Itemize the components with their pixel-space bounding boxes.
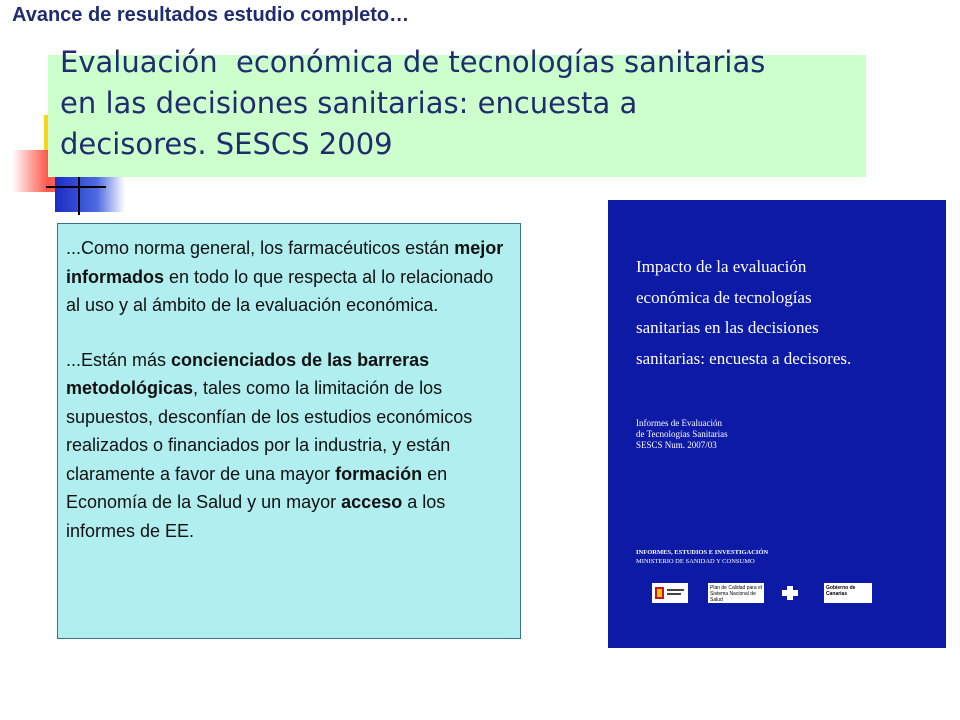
cover-series-line: Informes de Evaluación (636, 418, 722, 428)
p2-text-3: en Economía de la Salud y un mayor (66, 463, 448, 512)
p2-text-1: ...Están más (66, 349, 172, 370)
decor-horizontal-line (46, 186, 106, 188)
p1-bold-1: mejor informados (66, 238, 504, 287)
p2-text-4: a los informes de EE. (66, 492, 446, 541)
p2-bold-3: acceso (341, 492, 403, 512)
title-line-3: decisores. SESCS 2009 (60, 127, 393, 161)
health-cross-icon (780, 585, 800, 601)
slide-title (60, 42, 860, 165)
gobierno-logo-text: Gobierno de Canarias (826, 585, 856, 597)
cover-title-line: Impacto de la evaluación (636, 257, 807, 276)
cover-series-line: SESCS Num. 2007/03 (636, 440, 717, 450)
plan-calidad-logo (708, 583, 764, 603)
cover-series-line: de Tecnologías Sanitarias (636, 429, 728, 439)
cover-footer (636, 548, 936, 566)
cover-footer-line-2: MINISTERIO DE SANIDAD Y CONSUMO (636, 558, 755, 565)
cover-series (636, 418, 936, 451)
cover-footer-line-1: INFORMES, ESTUDIOS E INVESTIGACIÓN (636, 549, 769, 556)
cover-title-line: sanitarias: encuesta a decisores. (636, 348, 852, 368)
report-cover-image (608, 200, 946, 648)
p2-bold-2: formación (335, 463, 423, 484)
coat-of-arms-icon (654, 585, 686, 601)
gobierno-canarias-logo (824, 583, 872, 603)
ministry-logo (652, 583, 688, 603)
cover-title-line: económica de tecnologías (636, 287, 812, 307)
finding-paragraph-1 (66, 234, 512, 320)
p1-text-2: en todo lo que respecta al lo relacionado al uso y al ámbito de la evaluación económica. (66, 266, 494, 315)
p2-text-2: , tales como la limitación de los supuestos, desconfían de los estudios económicos realizados o financiados por la industria, y están claramente a favor de una mayor (66, 378, 473, 484)
title-line-2: en las decisiones sanitarias: encuesta a (60, 86, 638, 120)
title-line-1: Evaluación económica de tecnologías sanitarias (60, 45, 766, 79)
finding-paragraph-2 (66, 346, 512, 546)
slide-supertitle: Avance de resultados estudio completo… (12, 4, 410, 26)
findings-text-box (57, 223, 521, 639)
cover-title (636, 252, 936, 374)
p2-bold-1: concienciados de las barreras metodológicas (66, 349, 430, 398)
cross-logo (778, 583, 800, 603)
plan-calidad-logo-text: Plan de Calidad para el Sistema Nacional de Salud (710, 585, 762, 603)
cover-title-line: sanitarias en las decisiones (636, 318, 819, 337)
p1-text-1: ...Como norma general, los farmacéuticos están (66, 238, 455, 258)
